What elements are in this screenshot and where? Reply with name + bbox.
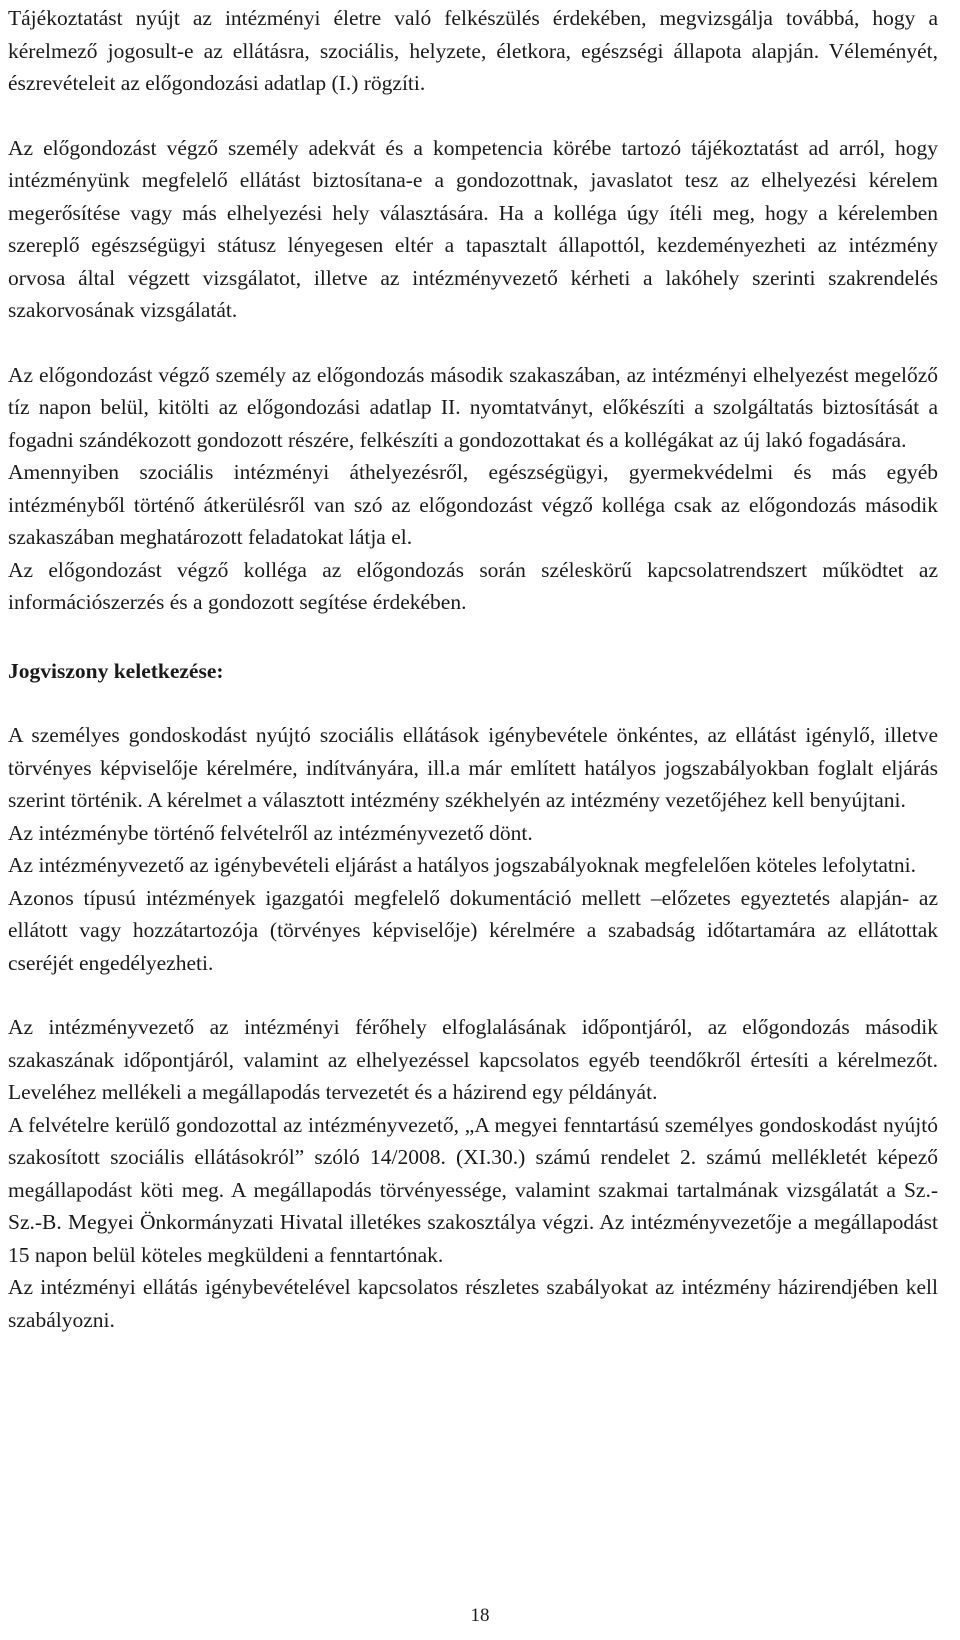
intro-paragraph-2: Az előgondozást végző személy adekvát és a kompetencia körébe tartozó tájékoztatást ad arról, hogy intézményünk megfelelő ellátást biztosítana-e a gondozottnak, javaslatot tesz az elhelyezési kérelem megerősítése vagy más elhelyezési hely választására. Ha a kolléga úgy ítéli meg, hogy a kérelemben szereplő egészségügyi státusz lényegesen eltér a tapasztalt állapottól, kezdeményezheti az intézmény orvosa által végzett vizsgálatot, illetve az intézményvezető kérheti a lakóhely szerinti szakrendelés szakorvosának vizsgálatát.	[8, 135, 938, 322]
intro-paragraph-3: Az előgondozást végző személy az előgondozás második szakaszában, az intézményi elhelyezést megelőző tíz napon belül, kitölti az előgondozási adatlap II. nyomtatványt, előkészíti a szolgáltatás biztosítását a fogadni szándékozott gondozott részére, felkészíti a gondozottakat és a kollégákat az új lakó fogadására.	[8, 362, 938, 452]
intro-paragraph-4: Amennyiben szociális intézményi áthelyezésről, egészségügyi, gyermekvédelmi és más egyéb intézményből történő átkerülésről van szó az előgondozást végző kolléga csak az előgondozás második szakaszában meghatározott feladatokat látja el.	[8, 460, 938, 549]
jogviszony-paragraph-2: Az intézménybe történő felvételről az intézményvezető dönt.	[8, 820, 533, 845]
closing-paragraph-1: Az intézményvezető az intézményi férőhely elfoglalásának időpontjáról, az előgondozás második szakaszának időpontjáról, valamint az elhelyezéssel kapcsolatos egyéb teendőkről értesíti a kérelmezőt. Leveléhez mellékeli a megállapodás tervezetét és a házirend egy példányát.	[8, 1015, 938, 1104]
closing-paragraph-2: A felvételre kerülő gondozottal az intézményvezető, „A megyei fenntartású személyes gondoskodást nyújtó szakosított szociális ellátásokról” szóló 14/2008. (XI.30.) számú rendelet 2. számú mellékletét képező megállapodást köti meg. A megállapodás törvényessége, valamint szakmai tartalmának vizsgálatát a Sz.-Sz.-B. Megyei Önkormányzati Hivatal illetékes szakosztálya végzi. Az intézményvezetője a megállapodást 15 napon belül köteles megküldeni a fenntartónak.	[8, 1112, 938, 1267]
intro-paragraph-1: Tájékoztatást nyújt az intézményi életre való felkészülés érdekében, megvizsgálja továbbá, hogy a kérelmező jogosult-e az ellátásra, szociális, helyzete, életkora, egészségi állapota alapján. Véleményét, észrevételeit az előgondozási adatlap (I.) rögzíti.	[8, 6, 938, 95]
section-heading: Jogviszony keletkezése:	[8, 658, 224, 683]
jogviszony-paragraph-4: Azonos típusú intézmények igazgatói megfelelő dokumentáció mellett –előzetes egyeztetés alapján- az ellátott vagy hozzátartozója (törvényes képviselője) kérelmére a szabadság időtartamára az ellátottak cseréjét engedélyezheti.	[8, 885, 938, 975]
jogviszony-paragraph-1: A személyes gondoskodást nyújtó szociális ellátások igénybevétele önkéntes, az ellátást igénylő, illetve törvényes képviselője kérelmére, indítványára, ill.a már említett hatályos jogszabályokban foglalt eljárás szerint történik. A kérelmet a választott intézmény székhelyén az intézmény vezetőjéhez kell benyújtani.	[8, 723, 938, 812]
intro-paragraph-5: Az előgondozást végző kolléga az előgondozás során széleskörű kapcsolatrendszert működtet az információszerzés és a gondozott segítése érdekében.	[8, 557, 938, 614]
jogviszony-paragraph-3: Az intézményvezető az igénybevételi eljárást a hatályos jogszabályoknak megfelelően köteles lefolytatni.	[8, 853, 917, 877]
closing-paragraph-3: Az intézményi ellátás igénybevételével kapcsolatos részletes szabályokat az intézmény házirendjében kell szabályozni.	[8, 1275, 938, 1332]
page-number: 18	[470, 1605, 490, 1626]
